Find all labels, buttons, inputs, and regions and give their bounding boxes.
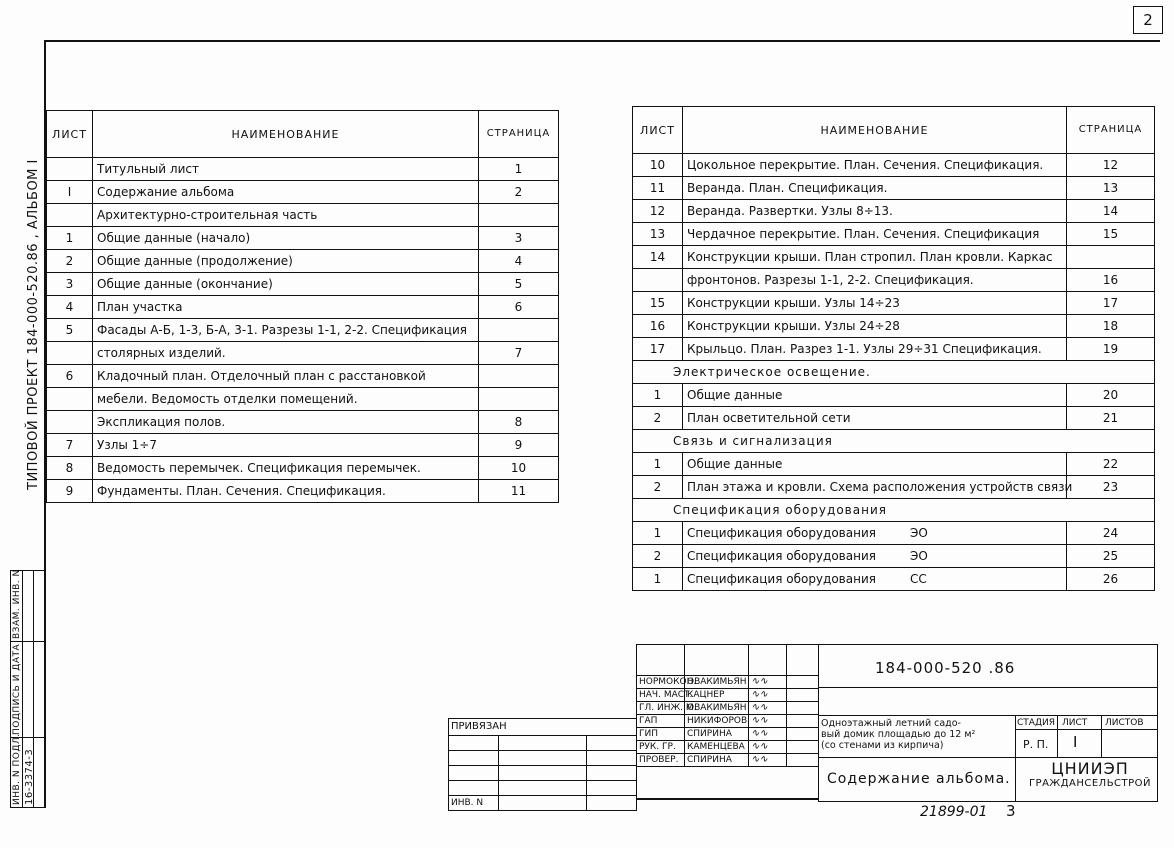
table-row — [633, 407, 1155, 430]
row-page: 18 — [1067, 315, 1155, 338]
name-header: НАИМЕНОВАНИЕ — [683, 107, 1067, 154]
row-page — [479, 365, 559, 388]
row-name: Фундаменты. План. Сечения. Спецификация. — [93, 480, 479, 503]
row-code: ЭО — [909, 549, 928, 563]
signature — [749, 689, 787, 702]
table-row — [47, 411, 559, 434]
binding-inv-label: ИНВ. N — [449, 796, 499, 811]
row-sheet: 16 — [633, 315, 683, 338]
row-page: 21 — [1067, 407, 1155, 430]
row-name — [683, 315, 1067, 338]
row-name-text: План осветительной сети — [687, 411, 851, 425]
table-row — [47, 319, 559, 342]
row-sheet: 14 — [633, 246, 683, 269]
signers-table — [636, 644, 819, 767]
row-name: мебели. Ведомость отделки помещений. — [93, 388, 479, 411]
binding-block — [448, 718, 637, 811]
row-name: Фасады А-Б, 1-3, Б-А, 3-1. Разрезы 1-1, 2-2. Спецификация — [93, 319, 479, 342]
row-sheet — [47, 411, 93, 434]
sheet-value: I — [1073, 733, 1078, 751]
signature-scribble: ∿∿ — [751, 676, 768, 687]
signer-role: НАЧ. МАСТ. — [637, 689, 685, 702]
signature — [749, 741, 787, 754]
row-page — [1067, 246, 1155, 269]
inv-number: 16-3374-3 — [24, 748, 35, 805]
signer-role: ГАП — [637, 715, 685, 728]
row-sheet: 2 — [633, 407, 683, 430]
signer-name: НИКИФОРОВ — [685, 715, 749, 728]
signature-scribble: ∿∿ — [751, 728, 768, 739]
row-page — [479, 204, 559, 227]
row-name-text: Крыльцо. План. Разрез 1-1. Узлы 29÷31 Спецификация. — [687, 342, 1042, 356]
table-header — [47, 111, 559, 158]
row-page: 19 — [1067, 338, 1155, 361]
row-page: 5 — [479, 273, 559, 296]
row-name-text: Веранда. План. Спецификация. — [687, 181, 888, 195]
row-page: 15 — [1067, 223, 1155, 246]
row-sheet: 15 — [633, 292, 683, 315]
table-row — [47, 181, 559, 204]
signer-row — [637, 754, 819, 767]
row-sheet: 17 — [633, 338, 683, 361]
sheets-label: ЛИСТОВ — [1105, 718, 1144, 728]
signer-row — [637, 702, 819, 715]
row-page — [479, 319, 559, 342]
row-name — [683, 154, 1067, 177]
row-sheet: 7 — [47, 434, 93, 457]
row-sheet: 8 — [47, 457, 93, 480]
signer-row — [637, 741, 819, 754]
table-row — [633, 154, 1155, 177]
table-row — [47, 342, 559, 365]
page-header: СТРАНИЦА — [479, 111, 559, 158]
row-page: 2 — [479, 181, 559, 204]
row-sheet: 2 — [633, 476, 683, 499]
row-sheet: 1 — [633, 568, 683, 591]
row-page: 26 — [1067, 568, 1155, 591]
table-row — [633, 269, 1155, 292]
row-name: Общие данные (начало) — [93, 227, 479, 250]
row-page: 25 — [1067, 545, 1155, 568]
section-title: Связь и сигнализация — [633, 430, 1155, 453]
table-row — [47, 365, 559, 388]
sheet-header: ЛИСТ — [47, 111, 93, 158]
row-name: Экспликация полов. — [93, 411, 479, 434]
signature-date-label: ПОДПИСЬ И ДАТА — [12, 643, 22, 735]
row-name: Общие данные (продолжение) — [93, 250, 479, 273]
row-name — [683, 338, 1067, 361]
row-name — [683, 200, 1067, 223]
row-sheet: 1 — [47, 227, 93, 250]
row-sheet — [47, 204, 93, 227]
row-sheet: 3 — [47, 273, 93, 296]
row-page: 16 — [1067, 269, 1155, 292]
table-row — [47, 480, 559, 503]
row-page: 1 — [479, 158, 559, 181]
signature-scribble: ∿∿ — [751, 715, 768, 726]
row-page: 22 — [1067, 453, 1155, 476]
section-title: Электрическое освещение. — [633, 361, 1155, 384]
row-name — [683, 476, 1073, 499]
row-name-text: Веранда. Развертки. Узлы 8÷13. — [687, 204, 893, 218]
sign-date — [787, 728, 819, 741]
table-row — [47, 204, 559, 227]
replaced-inv-label: ВЗАМ. ИНВ. N — [12, 569, 22, 639]
signature-scribble: ∿∿ — [751, 741, 768, 752]
section-row — [633, 430, 1155, 453]
binding-label: ПРИВЯЗАН — [449, 719, 637, 736]
row-name-text: Общие данные — [687, 388, 783, 402]
signer-role: ГИП — [637, 728, 685, 741]
signer-role: ПРОВЕР. — [637, 754, 685, 767]
row-name: Узлы 1÷7 — [93, 434, 479, 457]
table-row — [47, 296, 559, 319]
contents-table-left — [46, 110, 559, 503]
row-name: Ведомость перемычек. Спецификация перемычек. — [93, 457, 479, 480]
footer-page: 3 — [1006, 802, 1016, 820]
row-sheet — [47, 342, 93, 365]
row-name — [683, 407, 1067, 430]
row-name-text: Конструкции крыши. План стропил. План кровли. Каркас — [687, 250, 1053, 264]
table-row — [633, 545, 1155, 568]
inv-original-label: ИНВ. N ПОДЛ. — [12, 733, 22, 805]
row-sheet: I — [47, 181, 93, 204]
row-name — [683, 269, 1067, 292]
stage-value: Р. П. — [1023, 738, 1049, 751]
row-sheet: 2 — [47, 250, 93, 273]
table-row — [47, 434, 559, 457]
row-name — [683, 545, 1067, 568]
signature — [749, 754, 787, 767]
sheet-label: ЛИСТ — [1062, 718, 1088, 728]
row-sheet: 11 — [633, 177, 683, 200]
row-name — [683, 246, 1067, 269]
contents-table-right — [632, 106, 1155, 591]
row-name-text: Конструкции крыши. Узлы 24÷28 — [687, 319, 900, 333]
row-name: Титульный лист — [93, 158, 479, 181]
signature — [749, 702, 787, 715]
signature — [749, 728, 787, 741]
row-sheet — [47, 388, 93, 411]
table-row — [633, 223, 1155, 246]
inv-stamp — [10, 570, 46, 808]
table-row — [633, 338, 1155, 361]
sheet-header: ЛИСТ — [633, 107, 683, 154]
section-row — [633, 499, 1155, 522]
row-sheet: 12 — [633, 200, 683, 223]
signer-name: ОВАКИМЬЯН — [685, 702, 749, 715]
sign-date — [787, 754, 819, 767]
row-name-text: Спецификация оборудования — [687, 549, 876, 563]
row-page: 23 — [1067, 476, 1155, 499]
row-sheet — [47, 158, 93, 181]
row-name: Содержание альбома — [93, 181, 479, 204]
signer-name: ОВАКИМЬЯН — [685, 676, 749, 689]
row-name — [683, 453, 1067, 476]
row-sheet: 4 — [47, 296, 93, 319]
table-row — [633, 568, 1155, 591]
signature-scribble: ∿∿ — [751, 702, 768, 713]
sign-date — [787, 715, 819, 728]
row-sheet — [633, 269, 683, 292]
stage-label: СТАДИЯ — [1017, 718, 1055, 728]
table-row — [47, 457, 559, 480]
row-sheet: 2 — [633, 545, 683, 568]
row-sheet: 6 — [47, 365, 93, 388]
row-name — [683, 568, 1067, 591]
row-page: 24 — [1067, 522, 1155, 545]
row-name — [683, 522, 1067, 545]
row-name-text: Спецификация оборудования — [687, 526, 876, 540]
row-name-text: План этажа и кровли. Схема расположения устройств связи — [687, 480, 1073, 494]
signer-row — [637, 676, 819, 689]
sign-date — [787, 702, 819, 715]
row-page: 6 — [479, 296, 559, 319]
table-row — [633, 246, 1155, 269]
table-row — [633, 200, 1155, 223]
signer-row — [637, 728, 819, 741]
section-row — [633, 361, 1155, 384]
row-name: столярных изделий. — [93, 342, 479, 365]
section-title: Спецификация оборудования — [633, 499, 1155, 522]
row-page — [479, 388, 559, 411]
row-name: План участка — [93, 296, 479, 319]
row-name-text: фронтонов. Разрезы 1-1, 2-2. Спецификация. — [687, 273, 974, 287]
table-row — [633, 476, 1155, 499]
row-name-text: Цокольное перекрытие. План. Сечения. Спецификация. — [687, 158, 1044, 172]
title-block — [818, 644, 1158, 802]
row-page: 14 — [1067, 200, 1155, 223]
row-name: Кладочный план. Отделочный план с расстановкой — [93, 365, 479, 388]
row-name-text: Конструкции крыши. Узлы 14÷23 — [687, 296, 900, 310]
table-row — [47, 250, 559, 273]
sign-date — [787, 689, 819, 702]
name-header: НАИМЕНОВАНИЕ — [93, 111, 479, 158]
row-page: 12 — [1067, 154, 1155, 177]
page-header: СТРАНИЦА — [1067, 107, 1155, 154]
signer-role: ГЛ. ИНЖ. М. — [637, 702, 685, 715]
table-row — [47, 158, 559, 181]
table-row — [47, 227, 559, 250]
row-page: 7 — [479, 342, 559, 365]
signer-name: СПИРИНА — [685, 754, 749, 767]
signature-scribble: ∿∿ — [751, 754, 768, 765]
table-row — [633, 292, 1155, 315]
row-sheet: 13 — [633, 223, 683, 246]
footer-code: 21899-01 — [920, 804, 988, 820]
table-row — [47, 273, 559, 296]
row-name — [683, 223, 1067, 246]
row-sheet: 9 — [47, 480, 93, 503]
signer-row — [637, 715, 819, 728]
signature-scribble: ∿∿ — [751, 689, 768, 700]
row-name: Архитектурно-строительная часть — [93, 204, 479, 227]
sign-date — [787, 741, 819, 754]
table-row — [47, 388, 559, 411]
row-name-text: Спецификация оборудования — [687, 572, 876, 586]
row-name-text: Общие данные — [687, 457, 783, 471]
row-sheet: 5 — [47, 319, 93, 342]
signer-name: КАЦНЕР — [685, 689, 749, 702]
row-page: 4 — [479, 250, 559, 273]
signer-name: КАМЕНЦЕВА — [685, 741, 749, 754]
sign-date — [787, 676, 819, 689]
signer-role: РУК. ГР. — [637, 741, 685, 754]
row-page: 13 — [1067, 177, 1155, 200]
page-number: 2 — [1133, 6, 1163, 34]
table-row — [633, 453, 1155, 476]
sheet-title: Содержание альбома. — [827, 771, 1011, 787]
row-page: 8 — [479, 411, 559, 434]
row-code: СС — [909, 572, 927, 586]
row-sheet: 1 — [633, 522, 683, 545]
signer-role: НОРМОКОН. — [637, 676, 685, 689]
signature — [749, 715, 787, 728]
table-row — [633, 384, 1155, 407]
table-row — [633, 522, 1155, 545]
table-row — [633, 177, 1155, 200]
signer-name: СПИРИНА — [685, 728, 749, 741]
project-description: Одноэтажный летний садо- вый домик площадью до 12 м² (со стенами из кирпича) — [821, 718, 976, 751]
row-page: 17 — [1067, 292, 1155, 315]
doc-number: 184-000-520 .86 — [875, 659, 1016, 677]
row-code: ЭО — [909, 526, 928, 540]
organization: ЦНИИЭП ГРАЖДАНСЕЛЬСТРОЙ — [1028, 759, 1152, 789]
signer-row — [637, 689, 819, 702]
row-page: 3 — [479, 227, 559, 250]
row-page: 20 — [1067, 384, 1155, 407]
row-name — [683, 292, 1067, 315]
signature — [749, 676, 787, 689]
row-page: 11 — [479, 480, 559, 503]
row-sheet: 1 — [633, 384, 683, 407]
row-name: Общие данные (окончание) — [93, 273, 479, 296]
row-page: 9 — [479, 434, 559, 457]
row-name — [683, 177, 1067, 200]
row-name — [683, 384, 1067, 407]
row-page: 10 — [479, 457, 559, 480]
row-sheet: 10 — [633, 154, 683, 177]
table-header — [633, 107, 1155, 154]
project-label: ТИПОВОЙ ПРОЕКТ 184-000-520.86 , АЛЬБОМ I — [26, 159, 41, 490]
row-name-text: Чердачное перекрытие. План. Сечения. Спецификация — [687, 227, 1040, 241]
row-sheet: 1 — [633, 453, 683, 476]
table-row — [633, 315, 1155, 338]
